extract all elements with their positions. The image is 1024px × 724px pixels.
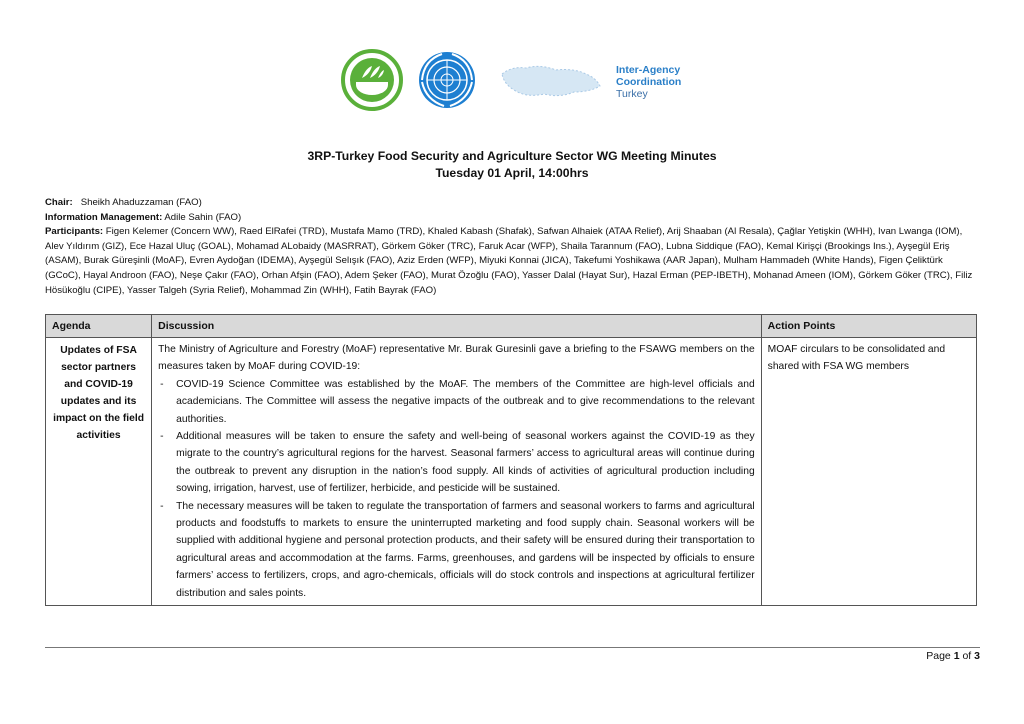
header-action-points: Action Points bbox=[761, 315, 976, 338]
discussion-bullets bbox=[158, 376, 755, 602]
discussion-bullet: - Additional measures will be taken to ensure the safety and well-being of seasonal workers against the COVID-19 as they migrate to the country’s agricultural regions for the harvest. Seasonal farmers’ access to agricultural areas will continue during the outbreak to prevent any disruption in the nation’s food supply. All kinds of activities of agricultural production including sowing, irrigation, harvest, use of fertilizer, herbicide, and pesticide will be sustained. bbox=[158, 428, 755, 498]
discussion-cell bbox=[152, 338, 762, 606]
discussion-intro: The Ministry of Agriculture and Forestry (MoAF) representative Mr. Burak Guresinli gave a briefing to the FSAWG members on the measures taken by MoAF during COVID-19: bbox=[158, 344, 755, 373]
im-value: Adile Sahin (FAO) bbox=[164, 211, 242, 223]
table-header-row bbox=[46, 315, 977, 338]
iac-line3: Turkey bbox=[616, 88, 648, 100]
of-word: of bbox=[962, 650, 972, 662]
chair-label: Chair: bbox=[45, 197, 73, 208]
chair-value: Sheikh Ahaduzzaman (FAO) bbox=[80, 197, 202, 208]
fao-logo-icon bbox=[340, 48, 404, 112]
page-word: Page bbox=[926, 650, 951, 662]
title-line1: 3RP-Turkey Food Security and Agriculture Sector WG Meeting Minutes bbox=[307, 149, 717, 163]
iac-line1: Inter-Agency bbox=[616, 64, 681, 76]
chair-row bbox=[45, 196, 980, 211]
header-logos bbox=[340, 48, 700, 114]
iac-text bbox=[616, 64, 681, 100]
header-discussion: Discussion bbox=[152, 315, 762, 338]
footer-divider bbox=[45, 647, 980, 648]
meeting-meta bbox=[45, 196, 980, 298]
participants-label: Participants: bbox=[45, 226, 104, 238]
title-line2: Tuesday 01 April, 14:00hrs bbox=[435, 166, 589, 180]
im-row bbox=[45, 211, 980, 226]
minutes-table bbox=[45, 314, 977, 606]
page-number: 1 bbox=[953, 650, 960, 662]
discussion-bullet: - COVID-19 Science Committee was established by the MoAF. The members of the Committee are high-level officials and academicians. The Committee will assess the negative impacts of the outbreak and to give recommendations to the relevant authorities. bbox=[158, 376, 755, 428]
participants-value: Figen Kelemer (Concern WW), Raed ElRafei (TRD), Mustafa Mamo (TRD), Khaled Kabash (Shafak), Safwan Alhaiek (ATAA Relief), Arij Shaaban (Al Resala), Çağlar Yetişkin (WHH), Ivan Lwanga (IOM), Alev Yıldırım (GIZ), Ece Hazal Uluç (GOAL), Mohamad ALobaidy (MASRRAT), Görkem Göker (TRC), Faruk Acar (WFP), Shaila Tarannum (FAO), Lubna Siddique (FAO), Kemal Kirişçi (Brookings Ins.), Ayşegül Eriş (ASAM), Burak Güreşinli (MoAF), Evren Aydoğan (IDEMA), Ayşegül Selışık (FAO), Aziz Erden (WFP), Miyuki Konnai (JICA), Takefumi Yoshikawa (AAR Japan), Mulham Hammadeh (White Hands), Figen Çeliktürk (GCoC), Hayal Androon (FAO), Neşe Çakır (FAO), Orhan Afşin (FAO), Adem Şeker (FAO), Murat Özoğlu (FAO), Yasser Dalal (Hayat Sur), Hazal Erman (PEP-IBETH), Mohanad Ameen (IOM), Görkem Göker (TRC), Filiz Hösükoğlu (CIPE), Yasser Talgeh (Syria Relief), Mohammad Zin (WHH), Fatih Bayrak (FAO) bbox=[45, 226, 973, 296]
page-footer bbox=[926, 650, 980, 662]
agenda-cell: Updates of FSA sector partners and COVID-19 updates and its impact on the field activities bbox=[46, 338, 152, 606]
iac-map-icon bbox=[498, 54, 608, 108]
action-points-cell: MOAF circulars to be consolidated and shared with FSA WG members bbox=[761, 338, 976, 606]
un-emblem-icon bbox=[412, 48, 482, 112]
header-agenda: Agenda bbox=[46, 315, 152, 338]
iac-line2: Coordination bbox=[616, 76, 682, 88]
discussion-bullet: - The necessary measures will be taken to regulate the transportation of farmers and seasonal workers to farms and agricultural products and foodstuffs to markets to ensure the uninterrupted marketing and food supply chain. Seasonal workers will be supplied with additional hygiene and personal protection products, and their safety will be ensured during their transportation to agricultural areas and accommodation at the farms. Farms, greenhouses, and gardens will be inspected by officials to ensure farmers’ access to fertilizers, crops, and agro-chemicals, officials will do stock controls and inspections at agricultural fertilizer distribution and sales points. bbox=[158, 498, 755, 602]
im-label: Information Management: bbox=[45, 211, 163, 223]
participants-row bbox=[45, 225, 980, 298]
document-title bbox=[0, 148, 1024, 182]
page-total: 3 bbox=[974, 650, 980, 662]
table-row bbox=[46, 338, 977, 606]
inter-agency-coordination-logo bbox=[498, 54, 698, 108]
